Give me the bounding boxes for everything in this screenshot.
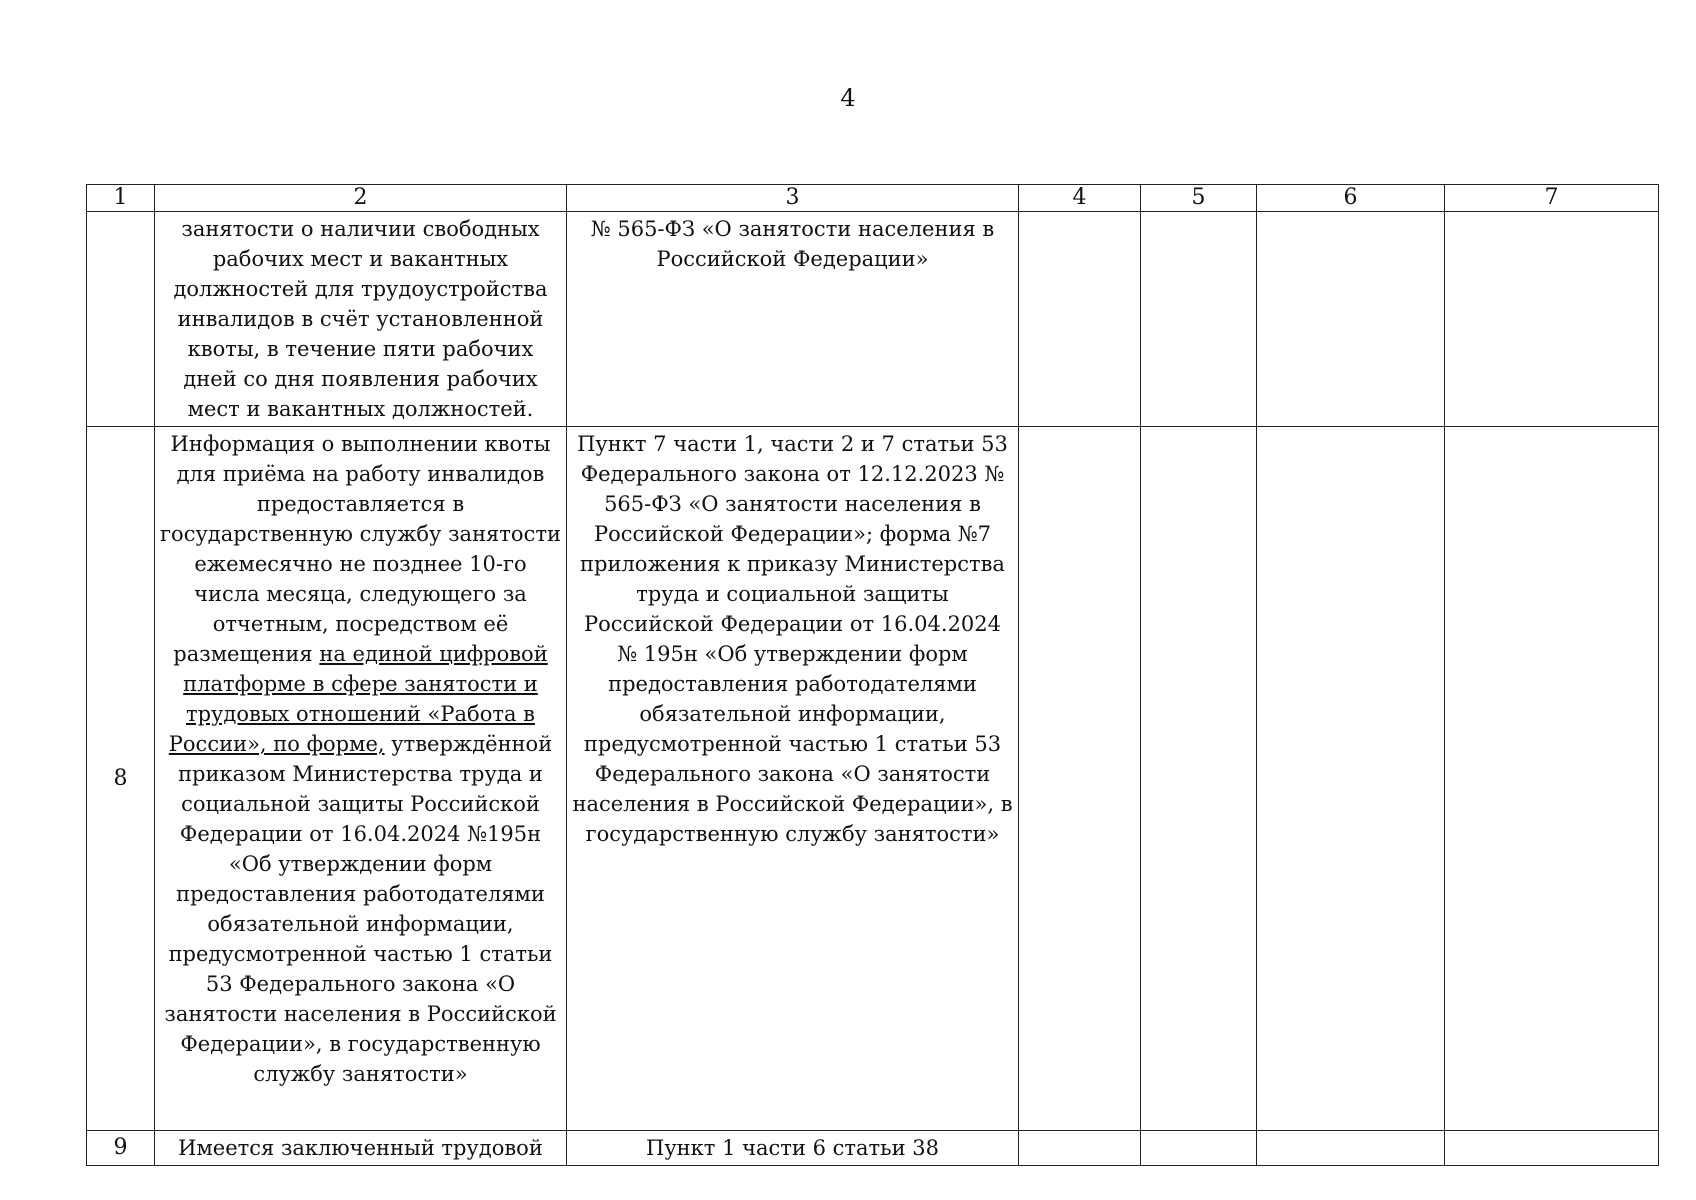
header-cell: 4	[1019, 185, 1141, 212]
legal-basis-text: № 565-ФЗ «О занятости населения в Российской Федерации»	[567, 212, 1019, 427]
requirement-text	[155, 427, 567, 1131]
table-cell	[1019, 212, 1141, 427]
row-number	[87, 212, 155, 427]
requirement-text: занятости о наличии свободных рабочих мест и вакантных должностей для трудоустройства инвалидов в счёт установленной квоты, в течение пяти рабочих дней со дня появления рабочих мест и вакантных должностей.	[155, 212, 567, 427]
table-cell	[1445, 1131, 1659, 1166]
requirement-text-part: утверждённой приказом Министерства труда и социальной защиты Российской Федерации от 16.04.2024 №195н «Об утверждении форм предоставления работодателями обязательной информации, предусмотренной частью 1 статьи 53 Федерального закона «О занятости населения в Российской Федерации», в государственную службу занятости»	[164, 732, 557, 1086]
table-cell	[1141, 212, 1257, 427]
table-cell	[1445, 212, 1659, 427]
header-cell: 7	[1445, 185, 1659, 212]
header-cell: 2	[155, 185, 567, 212]
table-row	[87, 212, 1659, 427]
requirement-text-part: Информация о выполнении квоты для приёма на работу инвалидов предоставляется в государственную службу занятости ежемесячно не позднее 10-го числа месяца, следующего за отчетным, посредством её размещения	[160, 432, 561, 666]
table-cell	[1141, 427, 1257, 1131]
legal-basis-text: Пункт 7 части 1, части 2 и 7 статьи 53 Федерального закона от 12.12.2023 № 565-ФЗ «О занятости населения в Российской Федерации»; форма №7 приложения к приказу Министерства труда и социальной защиты Российской Федерации от 16.04.2024 № 195н «Об утверждении форм предоставления работодателями обязательной информации, предусмотренной частью 1 статьи 53 Федерального закона «О занятости населения в Российской Федерации», в государственную службу занятости»	[567, 427, 1019, 1131]
header-cell: 3	[567, 185, 1019, 212]
header-cell: 5	[1141, 185, 1257, 212]
table-cell	[1445, 427, 1659, 1131]
table-header-row	[87, 185, 1659, 212]
table-row	[87, 1131, 1659, 1166]
table-cell	[1257, 212, 1445, 427]
page-number: 4	[840, 84, 856, 112]
table-cell	[1019, 427, 1141, 1131]
row-number: 8	[87, 427, 155, 1131]
underlined-text: на единой цифровой платформе в сфере занятости и трудовых отношений «Работа в России», по форме,	[168, 642, 548, 756]
header-cell: 1	[87, 185, 155, 212]
requirement-text: Имеется заключенный трудовой	[155, 1131, 567, 1166]
legal-basis-text: Пункт 1 части 6 статьи 38	[567, 1131, 1019, 1166]
table-cell	[1257, 427, 1445, 1131]
header-cell: 6	[1257, 185, 1445, 212]
table-cell	[1257, 1131, 1445, 1166]
table-cell	[1141, 1131, 1257, 1166]
row-number: 9	[87, 1131, 155, 1166]
table-cell	[1019, 1131, 1141, 1166]
table-row	[87, 427, 1659, 1131]
requirements-table	[86, 184, 1659, 1166]
